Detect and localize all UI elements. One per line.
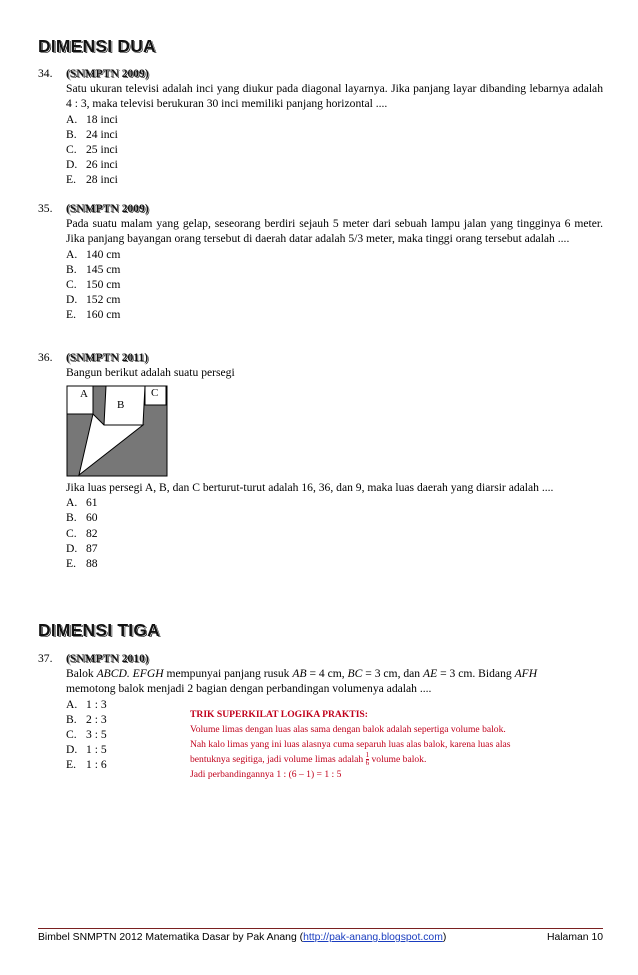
- question-number: 37.: [38, 652, 53, 665]
- option-c: C. 82: [66, 526, 98, 540]
- option-c: C. 150 cm: [66, 278, 121, 292]
- label-c: C: [151, 387, 159, 399]
- question-text-line2: memotong balok menjadi 2 bagian dengan perbandingan volumenya adalah ....: [66, 682, 432, 696]
- option-e: E. 1 : 6: [66, 758, 107, 772]
- question-36-body: [38, 480, 603, 571]
- option-d: D. 26 inci: [66, 158, 118, 172]
- option-a: A. 61: [66, 496, 98, 510]
- trick-line-1: Volume limas dengan luas alas sama dengan balok adalah sepertiga volume balok.: [190, 724, 506, 735]
- section-heading-dimensi-dua: DIMENSI DUA: [38, 36, 156, 56]
- option-b: B. 145 cm: [66, 262, 121, 276]
- question-source: (SNMPTN 2009): [66, 67, 149, 80]
- page-footer: [38, 928, 603, 947]
- trick-line-4: Jadi perbandingannya 1 : (6 – 1) = 1 : 5: [190, 769, 342, 781]
- option-c: C. 3 : 5: [66, 728, 107, 742]
- option-e: E. 28 inci: [66, 173, 118, 187]
- question-intro: Bangun berikut adalah suatu persegi: [66, 366, 235, 380]
- option-a: A. 140 cm: [66, 247, 121, 261]
- question-source: (SNMPTN 2009): [66, 202, 149, 215]
- fraction-one-sixth: $\frac{1}{6}$: [365, 751, 370, 768]
- option-d: D. 87: [66, 541, 98, 555]
- question-36-header: [38, 350, 603, 380]
- question-text: Satu ukuran televisi adalah inci yang diukur pada diagonal layarnya. Jika panjang layar dibanding lebarnya adalah 4 : 3, maka televisi berukuran 30 inci memiliki panjang horizontal ....: [66, 82, 603, 111]
- trick-line-2: Nah kalo limas yang ini luas alasnya cuma separuh luas alas balok, karena luas alas: [190, 739, 511, 750]
- label-b: B: [117, 399, 125, 411]
- option-e: E. 88: [66, 557, 98, 571]
- trick-note: [190, 707, 590, 782]
- option-e: E. 160 cm: [66, 308, 121, 322]
- question-text: Balok ABCD. EFGH mempunyai panjang rusuk AB = 4 cm, BC = 3 cm, dan AE = 3 cm. Bidang AFH: [66, 667, 538, 681]
- label-a: A: [80, 388, 88, 400]
- option-a: A. 1 : 3: [66, 697, 107, 711]
- option-c: C. 25 inci: [66, 143, 118, 157]
- option-a: A. 18 inci: [66, 112, 118, 126]
- square-figure: [66, 385, 168, 477]
- trick-line-3: bentuknya segitiga, jadi volume limas adalah $\frac{1}{6}$ volume balok.: [190, 751, 427, 768]
- question-35: [38, 201, 603, 323]
- question-number: 36.: [38, 351, 53, 364]
- question-text: Pada suatu malam yang gelap, seseorang berdiri sejauh 5 meter dari sebuah lampu jalan yang tingginya 6 meter. Jika panjang bayangan orang tersebut di daerah datar adalah 5/3 meter, maka tinggi orang tersebut adalah ....: [66, 217, 603, 246]
- question-text: Jika luas persegi A, B, dan C berturut-turut adalah 16, 36, dan 9, maka luas daerah yang diarsir adalah ....: [66, 481, 554, 494]
- question-34: [38, 66, 603, 188]
- question-number: 35.: [38, 202, 53, 215]
- option-b: B. 60: [66, 511, 98, 525]
- page-number: Halaman 10: [546, 932, 603, 943]
- section-heading-dimensi-tiga: DIMENSI TIGA: [38, 620, 160, 640]
- option-d: D. 152 cm: [66, 293, 121, 307]
- square-b: [104, 386, 145, 425]
- option-d: D. 1 : 5: [66, 743, 107, 757]
- trick-title: TRIK SUPERKILAT LOGIKA PRAKTIS:: [190, 709, 368, 720]
- question-source: (SNMPTN 2011): [66, 351, 149, 364]
- footer-credit: Bimbel SNMPTN 2012 Matematika Dasar by Pak Anang (http://pak-anang.blogspot.com): [38, 932, 447, 943]
- option-b: B. 24 inci: [66, 127, 118, 141]
- option-b: B. 2 : 3: [66, 712, 107, 726]
- footer-link[interactable]: http://pak-anang.blogspot.com: [303, 932, 443, 943]
- question-source: (SNMPTN 2010): [66, 652, 149, 665]
- question-number: 34.: [38, 67, 53, 80]
